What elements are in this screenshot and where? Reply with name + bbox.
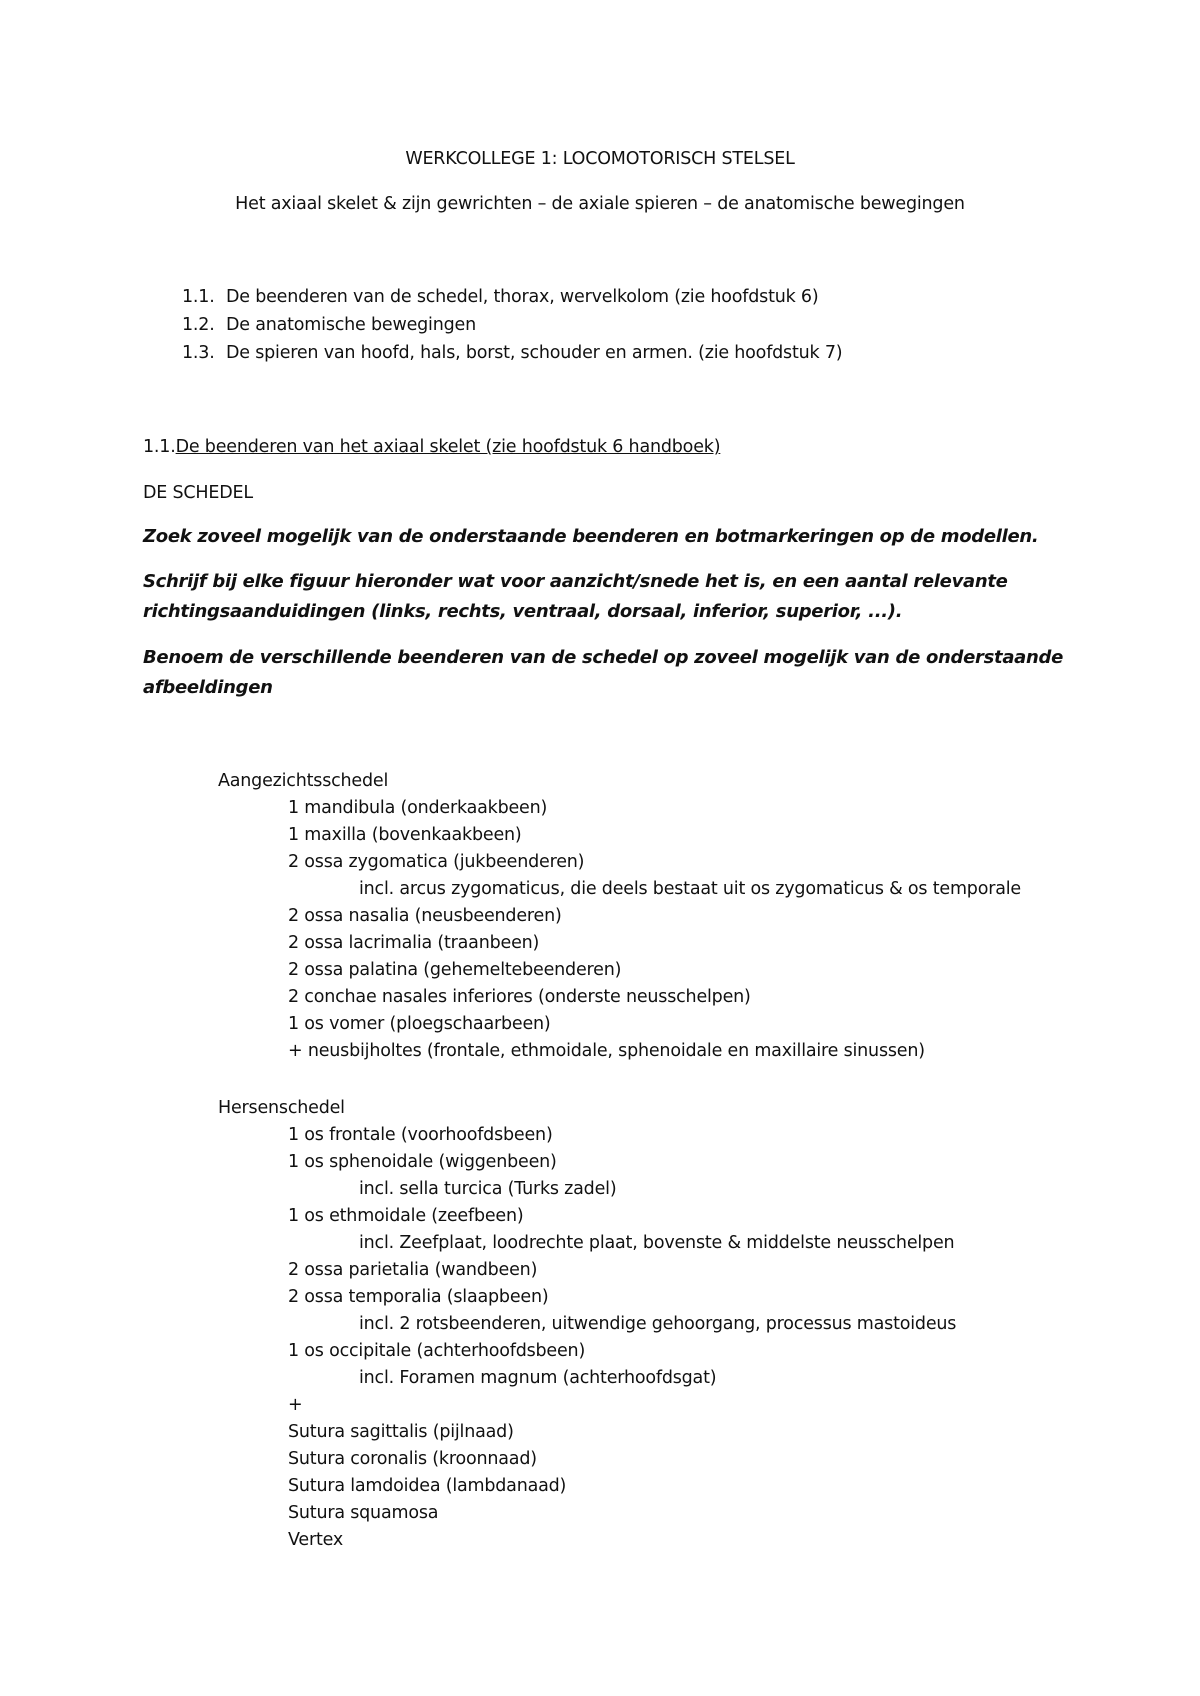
aangezicht-item: 2 conchae nasales inferiores (onderste neusschelpen)	[288, 987, 751, 1007]
hersen-item: 1 os occipitale (achterhoofdsbeen)	[288, 1341, 586, 1361]
hersen-heading: Hersenschedel	[218, 1098, 345, 1118]
vertex-item: Vertex	[288, 1530, 344, 1550]
toc-number: 1.3.	[182, 343, 215, 363]
toc-number: 1.1.	[182, 287, 215, 307]
instruction-3-cont: afbeeldingen	[143, 677, 273, 698]
section-heading	[143, 436, 720, 458]
section-number: 1.1.	[143, 437, 176, 457]
instruction-2-cont: richtingsaanduidingen (links, rechts, ventraal, dorsaal, inferior, superior, ...).	[143, 601, 903, 622]
toc-item-3	[182, 342, 842, 364]
aangezicht-subitem: incl. arcus zygomaticus, die deels bestaat uit os zygomaticus & os temporale	[359, 879, 1021, 899]
sutura-item: Sutura sagittalis (pijlnaad)	[288, 1422, 514, 1442]
hersen-item: 1 os sphenoidale (wiggenbeen)	[288, 1152, 557, 1172]
aangezicht-item: 1 mandibula (onderkaakbeen)	[288, 798, 548, 818]
hersen-subitem: incl. sella turcica (Turks zadel)	[359, 1179, 617, 1199]
document-subtitle: Het axiaal skelet & zijn gewrichten – de axiale spieren – de anatomische bewegingen	[235, 194, 965, 214]
hersen-item: 1 os frontale (voorhoofdsbeen)	[288, 1125, 553, 1145]
instruction-1: Zoek zoveel mogelijk van de onderstaande beenderen en botmarkeringen op de modellen.	[143, 526, 1039, 547]
hersen-item: 2 ossa temporalia (slaapbeen)	[288, 1287, 549, 1307]
aangezicht-item: 1 os vomer (ploegschaarbeen)	[288, 1014, 551, 1034]
aangezicht-heading: Aangezichtsschedel	[218, 771, 389, 791]
toc-item-2	[182, 314, 476, 336]
aangezicht-item: 2 ossa nasalia (neusbeenderen)	[288, 906, 562, 926]
section-title: De beenderen van het axiaal skelet (zie hoofdstuk 6 handboek)	[175, 437, 721, 457]
hersen-subitem: incl. Zeefplaat, loodrechte plaat, bovenste & middelste neusschelpen	[359, 1233, 955, 1253]
aangezicht-item: 2 ossa zygomatica (jukbeenderen)	[288, 852, 585, 872]
document-title: WERKCOLLEGE 1: LOCOMOTORISCH STELSEL	[405, 149, 795, 169]
subheading-schedel: DE SCHEDEL	[143, 483, 253, 503]
hersen-subitem: incl. 2 rotsbeenderen, uitwendige gehoorgang, processus mastoideus	[359, 1314, 957, 1334]
aangezicht-item: 2 ossa lacrimalia (traanbeen)	[288, 933, 540, 953]
sutura-item: Sutura lamdoidea (lambdanaad)	[288, 1476, 567, 1496]
hersen-item: 2 ossa parietalia (wandbeen)	[288, 1260, 538, 1280]
sutura-item: Sutura squamosa	[288, 1503, 439, 1523]
hersen-subitem: incl. Foramen magnum (achterhoofdsgat)	[359, 1368, 717, 1388]
instruction-3: Benoem de verschillende beenderen van de schedel op zoveel mogelijk van de onderstaande	[143, 647, 1064, 668]
instruction-2: Schrijf bij elke figuur hieronder wat voor aanzicht/snede het is, en een aantal relevante	[143, 571, 1008, 592]
aangezicht-item: 1 maxilla (bovenkaakbeen)	[288, 825, 522, 845]
aangezicht-item: + neusbijholtes (frontale, ethmoidale, sphenoidale en maxillaire sinussen)	[288, 1041, 925, 1061]
toc-item-1	[182, 286, 819, 308]
toc-number: 1.2.	[182, 315, 215, 335]
aangezicht-item: 2 ossa palatina (gehemeltebeenderen)	[288, 960, 622, 980]
sutura-item: Sutura coronalis (kroonnaad)	[288, 1449, 537, 1469]
toc-text: De beenderen van de schedel, thorax, wervelkolom (zie hoofdstuk 6)	[226, 287, 819, 307]
hersen-item: 1 os ethmoidale (zeefbeen)	[288, 1206, 524, 1226]
hersen-plus: +	[288, 1395, 303, 1415]
toc-text: De anatomische bewegingen	[226, 315, 476, 335]
toc-text: De spieren van hoofd, hals, borst, schouder en armen. (zie hoofdstuk 7)	[226, 343, 843, 363]
